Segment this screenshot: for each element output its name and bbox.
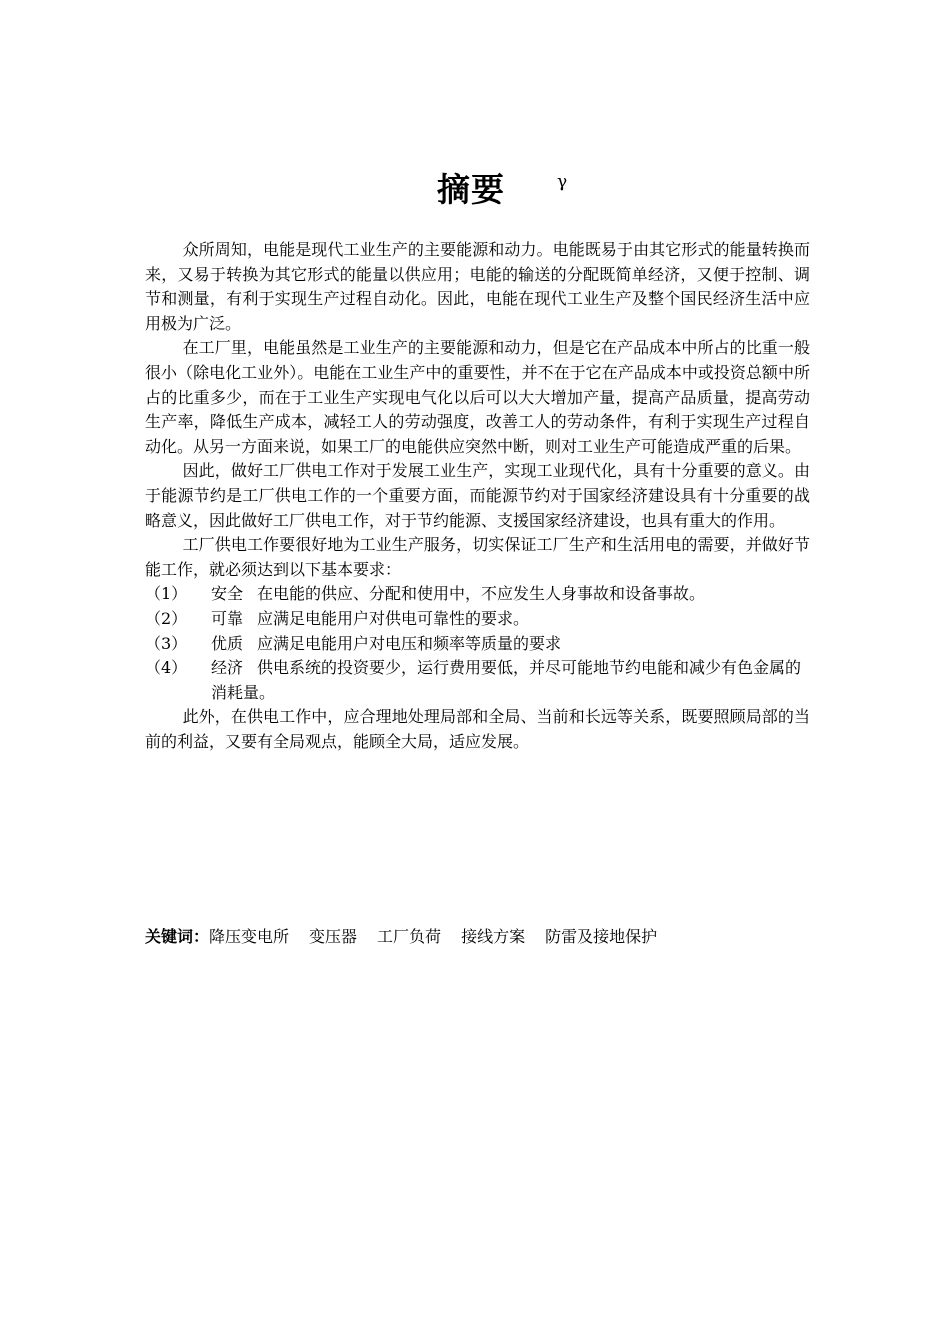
requirement-name: 经济 (211, 658, 244, 678)
requirement-item-safety (145, 582, 810, 607)
requirement-content (211, 632, 810, 657)
keyword-item: 工厂负荷 (377, 927, 442, 946)
abstract-paragraph-2: 在工厂里，电能虽然是工业生产的主要能源和动力，但是它在产品成本中所占的比重一般很小（除电化工业外）。电能在工业生产中的重要性，并不在于它在产品成本中或投资总额中所占的比重多少，而在于工业生产实现电气化以后可以大大增加产量，提高产品质量，提高劳动生产率，降低生产成本，减轻工人的劳动强度，改善工人的劳动条件，有利于实现生产过程自动化。从另一方面来说，如果工厂的电能供应突然中断，则对工业生产可能造成严重的后果。 (145, 338, 810, 456)
requirement-number: （2） (145, 608, 188, 628)
page-title: 摘要 (437, 170, 505, 209)
requirement-number: （1） (145, 584, 188, 604)
requirement-number: （3） (145, 633, 188, 653)
requirement-item-reliability (145, 607, 810, 632)
requirement-text: 供电系统的投资要少，运行费用要低，并尽可能地节约电能和减少有色金属的消耗量。 (211, 658, 802, 702)
requirement-content (211, 582, 810, 607)
abstract-closing-paragraph: 此外，在供电工作中，应合理地处理局部和全局、当前和长远等关系，既要照顾局部的当前的利益，又要有全局观点，能顾全大局，适应发展。 (145, 707, 810, 751)
abstract-paragraph-4: 工厂供电工作要很好地为工业生产服务，切实保证工厂生产和生活用电的需要，并做好节能工作，就必须达到以下基本要求： (145, 535, 810, 579)
abstract-paragraph-1: 众所周知，电能是现代工业生产的主要能源和动力。电能既易于由其它形式的能量转换而来，又易于转换为其它形式的能量以供应用；电能的输送的分配既简单经济，又便于控制、调节和测量，有利于实现生产过程自动化。因此，电能在现代工业生产及整个国民经济生活中应用极为广泛。 (145, 240, 810, 333)
requirement-name: 优质 (211, 633, 244, 653)
requirement-number: （4） (145, 658, 188, 678)
keywords-label: 关键词： (145, 927, 210, 946)
abstract-body (145, 238, 810, 754)
keyword-item: 防雷及接地保护 (545, 927, 658, 946)
requirement-text: 在电能的供应、分配和使用中，不应发生人身事故和设备事故。 (257, 584, 706, 604)
requirement-text: 应满足电能用户对供电可靠性的要求。 (257, 608, 530, 628)
requirement-content (211, 656, 810, 705)
requirement-item-quality (145, 632, 810, 657)
title-row (0, 168, 950, 216)
requirement-name: 可靠 (211, 608, 244, 628)
abstract-paragraph-3: 因此，做好工厂供电工作对于发展工业生产，实现工业现代化，具有十分重要的意义。由于能源节约是工厂供电工作的一个重要方面，而能源节约对于国家经济建设具有十分重要的战略意义，因此做好工厂供电工作，对于节约能源、支援国家经济建设，也具有重大的作用。 (145, 461, 810, 530)
requirement-item-economy (145, 656, 810, 705)
requirement-text: 应满足电能用户对电压和频率等质量的要求 (257, 633, 562, 653)
keyword-item: 降压变电所 (209, 927, 290, 946)
requirement-content (211, 607, 810, 632)
keywords-line (145, 925, 677, 949)
keyword-item: 变压器 (309, 927, 358, 946)
keyword-item: 接线方案 (461, 927, 526, 946)
requirement-name: 安全 (211, 584, 244, 604)
title-mark: γ (557, 172, 568, 192)
